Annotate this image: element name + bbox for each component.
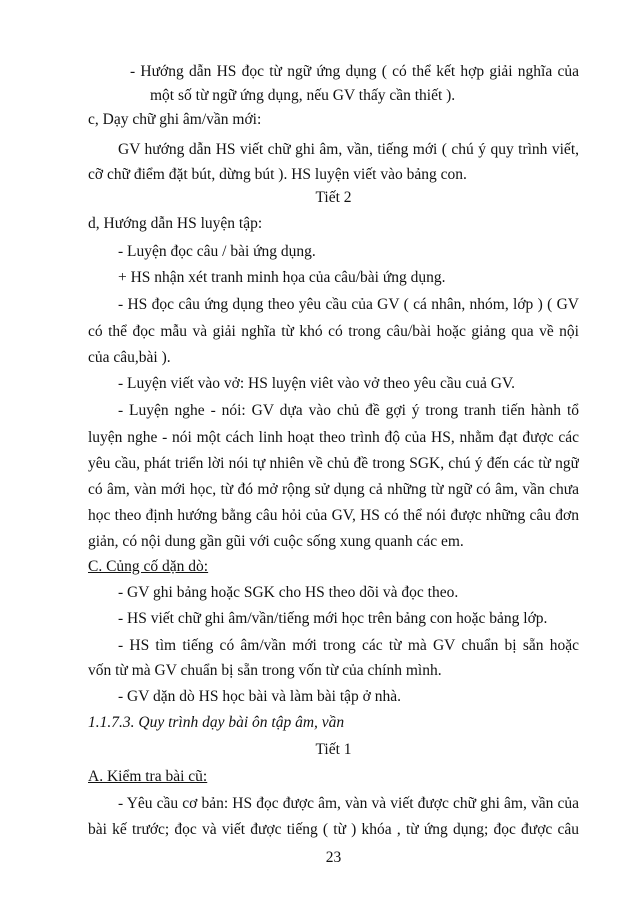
paragraph-line: học theo định hướng bằng câu hỏi của GV, HS có thể nói được những câu đơn <box>88 507 579 524</box>
lesson-title-tiet-1: Tiết 1 <box>315 741 352 758</box>
section-heading-d: d, Hướng dẫn HS luyện tập: <box>88 215 263 232</box>
paragraph-line: vốn từ mà GV chuẩn bị sẵn trong vốn từ của chính mình. <box>88 662 442 679</box>
bullet-line: - Hướng dẫn HS đọc từ ngữ ứng dụng ( có thể kết hợp giải nghĩa của <box>130 63 579 80</box>
subsection-heading: 1.1.7.3. Quy trình dạy bài ôn tập âm, vần <box>88 714 345 731</box>
section-heading-kiem-tra: A. Kiểm tra bài cũ: <box>88 768 208 785</box>
text-line: một số từ ngữ ứng dụng, nếu GV thấy cần thiết ). <box>150 87 456 104</box>
list-item: - HS viết chữ ghi âm/vần/tiếng mới học trên bảng con hoặc bảng lớp. <box>118 610 548 627</box>
paragraph-line: bài kế trước; đọc và viết được tiếng ( từ ) khóa , từ ứng dụng; đọc được câu <box>88 821 579 838</box>
list-item: - GV ghi bảng hoặc SGK cho HS theo dõi và đọc theo. <box>118 584 459 601</box>
paragraph-line: của câu,bài ). <box>88 349 171 366</box>
section-heading-c: c, Dạy chữ ghi âm/vần mới: <box>88 111 262 128</box>
list-item: - HS đọc câu ứng dụng theo yêu cầu của GV ( cá nhân, nhóm, lớp ) ( GV <box>118 296 579 313</box>
list-item: - Luyện đọc câu / bài ứng dụng. <box>118 243 316 260</box>
list-item: - Yêu cầu cơ bản: HS đọc được âm, vàn và viết được chữ ghi âm, vần của <box>118 795 579 812</box>
paragraph-line: có âm, vàn mới học, từ đó mở rộng sử dụng cả những từ ngữ có âm, vần chưa <box>88 481 579 498</box>
paragraph-line: GV hướng dẫn HS viết chữ ghi âm, vần, tiếng mới ( chú ý quy trình viết, <box>118 141 579 158</box>
lesson-title-tiet-2: Tiết 2 <box>315 189 352 206</box>
list-item: - Luyện nghe - nói: GV dựa vào chủ đề gợi ý trong tranh tiến hành tổ <box>118 402 579 419</box>
paragraph-line: luyện nghe - nói một cách linh hoạt theo trình độ của HS, nhằm đạt được các <box>88 429 579 446</box>
paragraph-line: có thể đọc mẫu và giải nghĩa từ khó có trong câu/bài hoặc giảng qua về nội <box>88 323 579 340</box>
section-heading-cung-co: C. Củng cố dặn dò: <box>88 558 209 575</box>
list-item: + HS nhận xét tranh minh họa của câu/bài ứng dụng. <box>118 269 446 286</box>
list-item: - HS tìm tiếng có âm/vần mới trong các từ mà GV chuẩn bị sẵn hoặc <box>118 637 579 654</box>
list-item: - GV dặn dò HS học bài và làm bài tập ở nhà. <box>118 688 401 705</box>
page-number: 23 <box>325 849 342 866</box>
list-item: - Luyện viết vào vở: HS luyện viêt vào vở theo yêu cầu cuả GV. <box>118 375 516 392</box>
paragraph-line: giản, có nội dung gần gũi với cuộc sống xung quanh các em. <box>88 533 464 550</box>
paragraph-line: cỡ chữ điểm đặt bút, dừng bút ). HS luyện viết vào bảng con. <box>88 166 467 183</box>
paragraph-line: yêu cầu, phát triển lời nói tự nhiên về chủ đề trong SGK, chú ý đến các từ ngữ <box>88 455 579 472</box>
